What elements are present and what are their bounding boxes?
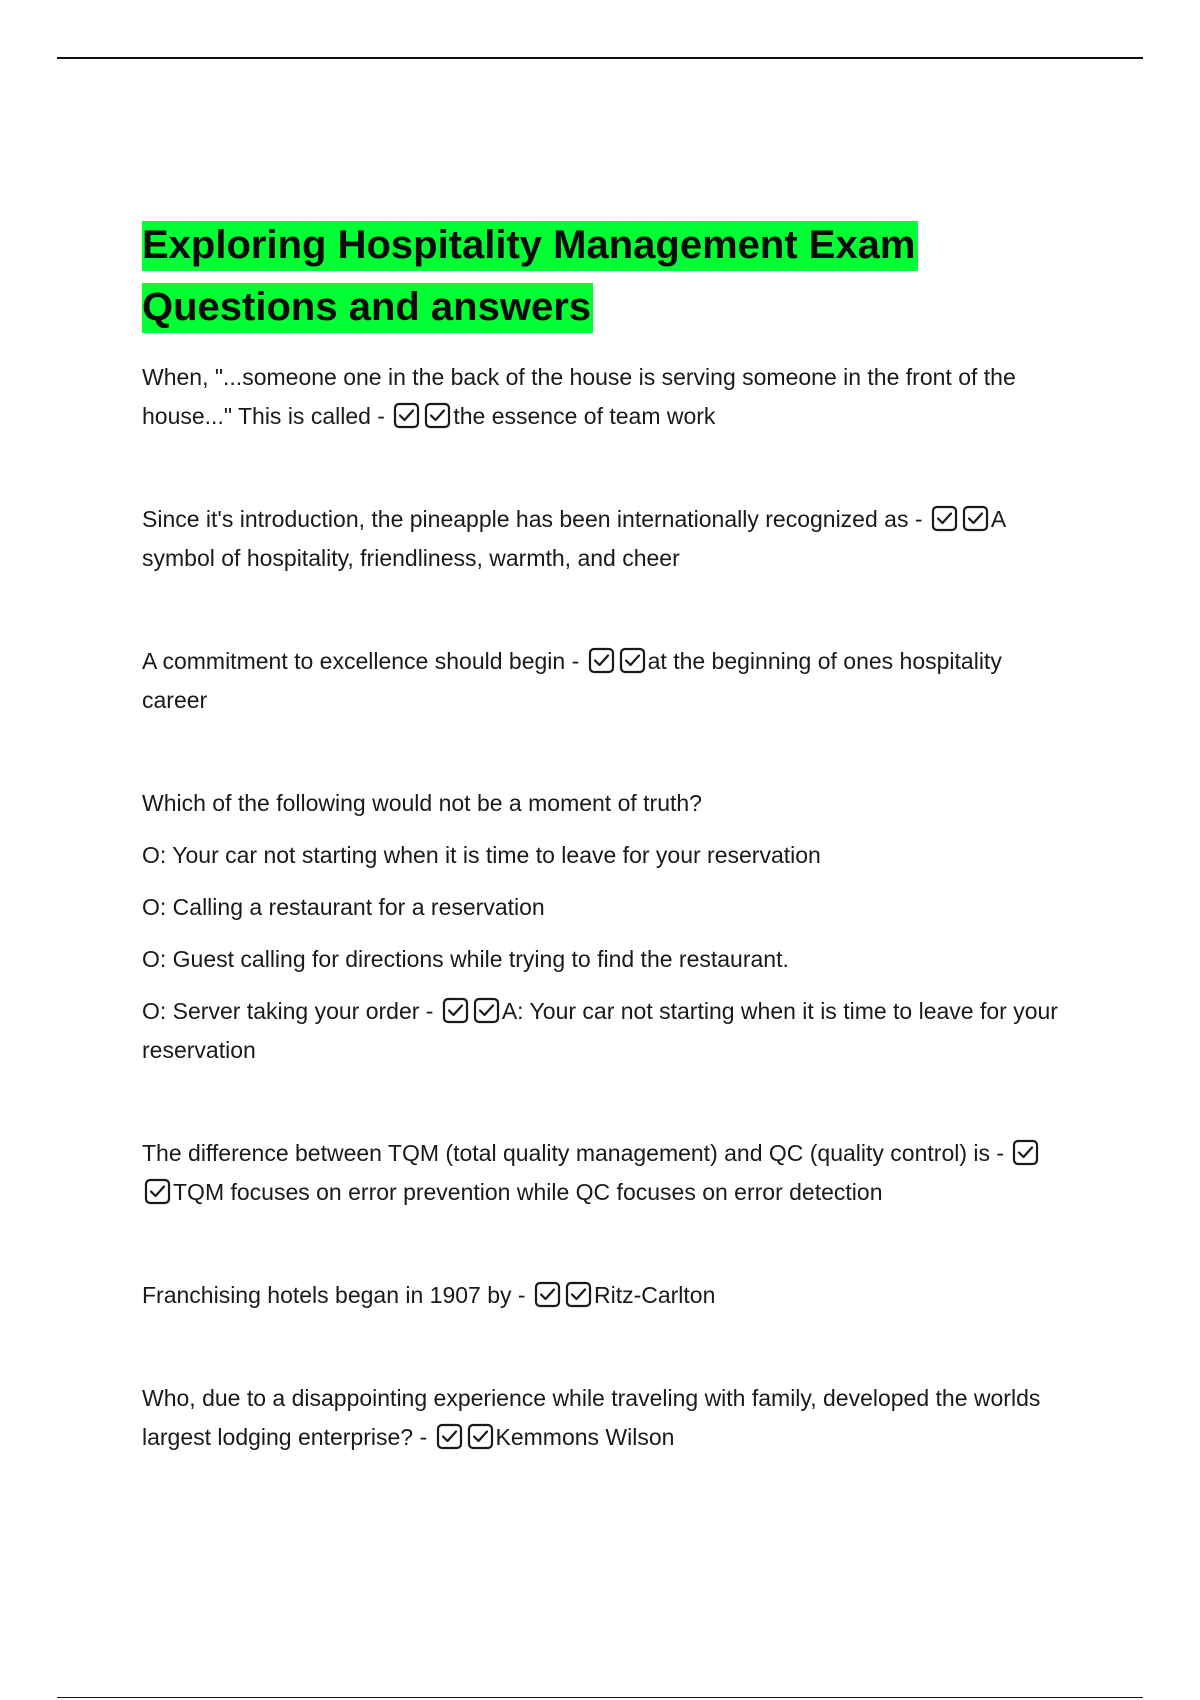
question-text: Franchising hotels began in 1907 by - [142, 1282, 526, 1308]
option-item: O: Guest calling for directions while trying to find the restaurant. [142, 946, 789, 972]
answer-text: Ritz-Carlton [593, 1282, 716, 1308]
checkbox-checked-icon [1012, 1139, 1039, 1166]
checkbox-checked-icon [931, 505, 958, 532]
qa-item [142, 500, 1062, 578]
checkbox-checked-icon [619, 647, 646, 674]
checkbox-checked-icon [393, 402, 420, 429]
checkbox-checked-icon [424, 402, 451, 429]
answer-text: TQM focuses on error prevention while QC focuses on error detection [173, 1179, 883, 1205]
document-body [142, 214, 1062, 1457]
checkbox-checked-icon [962, 505, 989, 532]
question-text: A commitment to excellence should begin - [142, 648, 580, 674]
option-item: O: Your car not starting when it is time to leave for your reservation [142, 842, 821, 868]
answer-text: A symbol of hospitality, friendliness, warmth, and cheer [142, 506, 1005, 571]
qa-item [142, 642, 1062, 720]
qa-item [142, 1276, 1062, 1315]
question-text: The difference between TQM (total quality management) and QC (quality control) is - [142, 1140, 1005, 1166]
top-rule [57, 57, 1143, 59]
answer-text: A: Your car not starting when it is time to leave for your reservation [142, 998, 1058, 1063]
question-text: Since it's introduction, the pineapple has been internationally recognized as - [142, 506, 923, 532]
question-text: Who, due to a disappointing experience while traveling with family, developed the worlds largest lodging enterprise? - [142, 1385, 1041, 1450]
question-text: When, "...someone one in the back of the house is serving someone in the front of the house..." This is called - [142, 364, 1016, 429]
document-title [142, 214, 1062, 338]
option-item: O: Calling a restaurant for a reservation [142, 894, 545, 920]
checkbox-checked-icon [565, 1281, 592, 1308]
bottom-rule [57, 1697, 1143, 1698]
checkbox-checked-icon [473, 997, 500, 1024]
qa-item [142, 1379, 1062, 1457]
title-line-2: Questions and answers [142, 283, 593, 333]
question-text: Which of the following would not be a moment of truth? [142, 790, 702, 816]
checkbox-checked-icon [534, 1281, 561, 1308]
title-line-1: Exploring Hospitality Management Exam [142, 221, 918, 271]
qa-item [142, 358, 1062, 436]
checkbox-checked-icon [588, 647, 615, 674]
option-item: O: Server taking your order - [142, 998, 434, 1024]
answer-text: the essence of team work [453, 403, 716, 429]
answer-text: at the beginning of ones hospitality career [142, 648, 1002, 713]
checkbox-checked-icon [436, 1423, 463, 1450]
qa-item [142, 1134, 1062, 1212]
qa-item [142, 992, 1062, 1070]
checkbox-checked-icon [144, 1178, 171, 1205]
answer-text: Kemmons Wilson [495, 1424, 675, 1450]
checkbox-checked-icon [442, 997, 469, 1024]
checkbox-checked-icon [467, 1423, 494, 1450]
